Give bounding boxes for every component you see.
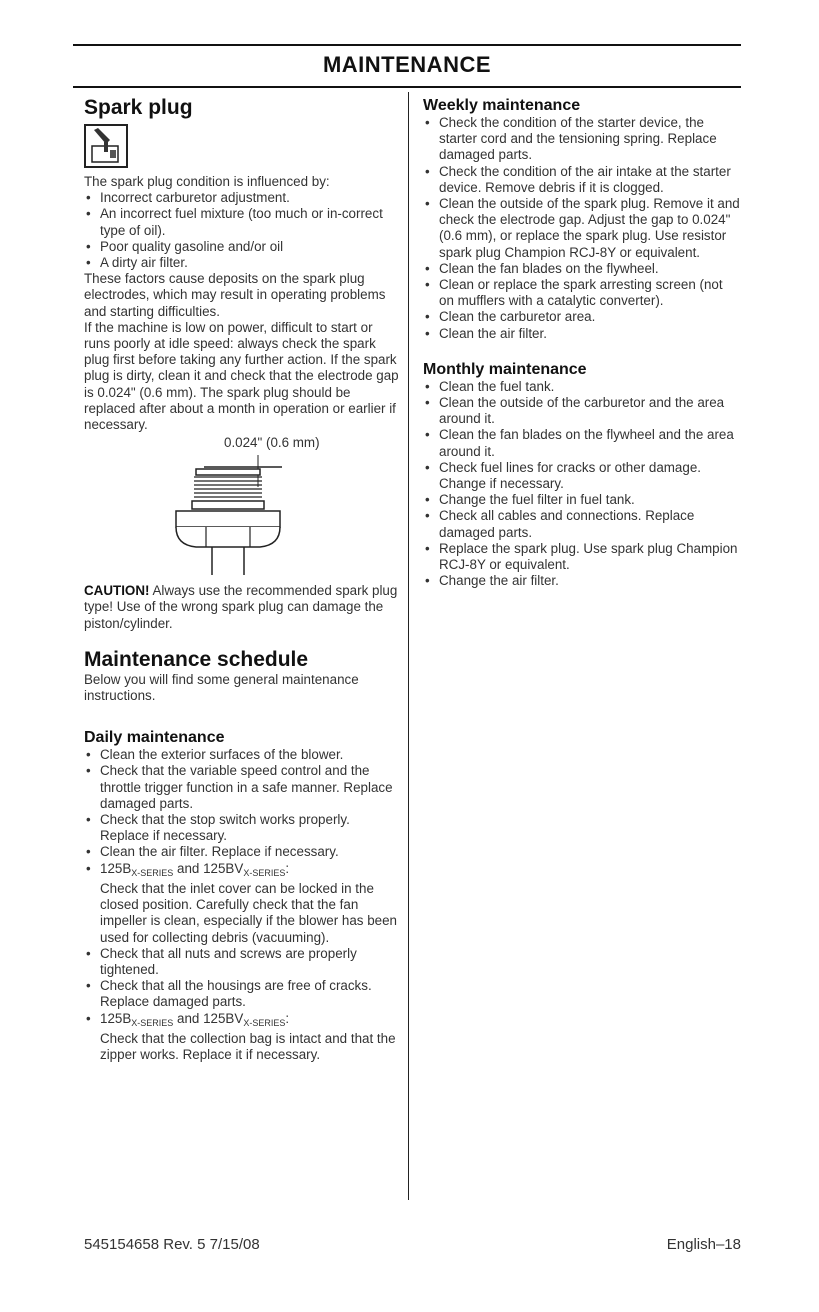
weekly-maintenance-list (423, 115, 741, 342)
column-divider (408, 92, 409, 1200)
list-item: • Clean the outside of the carburetor and the area around it. (423, 395, 741, 427)
series-subscript: X-SERIES (243, 867, 286, 878)
series-and: and (173, 1010, 204, 1026)
list-item: • Poor quality gasoline and/or oil (84, 239, 402, 255)
series-subscript: X-SERIES (131, 867, 174, 878)
caution-word: CAUTION! (84, 583, 150, 599)
page-number: English–18 (666, 1236, 741, 1253)
maintenance-schedule-heading: Maintenance schedule (84, 647, 309, 671)
top-rule (73, 44, 741, 46)
list-item: • Clean the fan blades on the flywheel. (423, 261, 741, 277)
series-colon: : (285, 1010, 290, 1026)
list-item: • A dirty air filter. (84, 255, 402, 271)
list-item (84, 861, 402, 946)
series-instruction: Check that the collection bag is intact and that the zipper works. Replace it if necessary. (100, 1030, 396, 1062)
document-id: 545154658 Rev. 5 7/15/08 (84, 1236, 260, 1253)
daily-maintenance-heading: Daily maintenance (84, 729, 225, 747)
list-item: • Change the air filter. (423, 573, 741, 589)
series-colon: : (285, 860, 290, 876)
weekly-maintenance-heading: Weekly maintenance (423, 97, 581, 114)
series-model: 125B (100, 860, 132, 876)
list-item: • Check that the variable speed control and the throttle trigger function in a safe manner. Replace damaged parts. (84, 763, 402, 812)
list-item: • Check the condition of the starter device, the starter cord and the tensioning spring. Replace damaged parts. (423, 115, 741, 164)
list-item: • Change the fuel filter in fuel tank. (423, 492, 741, 508)
list-item: • Clean the carburetor area. (423, 309, 741, 325)
monthly-maintenance-list (423, 379, 741, 590)
list-item: • Clean the outside of the spark plug. Remove it and check the electrode gap. Adjust the gap to 0.024" (0.6 mm), or replace the spark plug. Use resistor spark plug Champion RCJ-8Y or equivalent. (423, 196, 741, 261)
series-subscript: X-SERIES (131, 1017, 174, 1028)
spark-plug-intro: The spark plug condition is influenced by: (84, 174, 330, 189)
left-column (84, 96, 402, 1063)
title-rule (73, 86, 741, 88)
tool-icon (84, 124, 128, 168)
list-item: • Check fuel lines for cracks or other damage. Change if necessary. (423, 460, 741, 492)
spark-plug-para1: These factors cause deposits on the spark plug electrodes, which may result in operating problems and starting difficulties. (84, 271, 386, 319)
list-item: • Clean the fan blades on the flywheel and the area around it. (423, 427, 741, 459)
list-item: • Check that all the housings are free of cracks. Replace damaged parts. (84, 978, 402, 1010)
series-model: 125B (100, 1010, 132, 1026)
daily-maintenance-list (84, 747, 402, 1063)
list-item: • Incorrect carburetor adjustment. (84, 190, 402, 206)
spark-plug-para2: If the machine is low on power, difficult to start or runs poorly at idle speed: always check the spark plug first before taking any further action. If the spark plug is dirty, clean it and check that the electrode gap is 0.024" (0.6 mm). The spark plug should be replaced after about a month in operation or earlier if necessary. (84, 319, 399, 433)
caution-note (84, 583, 402, 632)
spark-plug-factors (84, 190, 402, 271)
spark-plug-icon (84, 453, 402, 583)
page-title: MAINTENANCE (322, 52, 492, 77)
gap-label: 0.024" (0.6 mm) (224, 435, 320, 451)
list-item: • Clean the air filter. (423, 326, 741, 342)
monthly-maintenance-heading: Monthly maintenance (423, 360, 587, 378)
caution-text: Always use the recommended spark plug type! Use of the wrong spark plug can damage the piston/cylinder. (84, 583, 398, 631)
series-instruction: Check that the inlet cover can be locked in the closed position. Carefully check that the fan impeller is clean, especially if the blower has been used for collecting debris (vacuuming). (100, 880, 397, 945)
list-item: • Clean or replace the spark arresting screen (not on mufflers with a catalytic converter). (423, 277, 741, 309)
list-item: • Check that all nuts and screws are properly tightened. (84, 946, 402, 978)
list-item: • Clean the fuel tank. (423, 379, 741, 395)
series-subscript: X-SERIES (243, 1017, 286, 1028)
series-model: 125BV (203, 860, 244, 876)
spark-plug-diagram (84, 433, 402, 583)
list-item: • Replace the spark plug. Use spark plug Champion RCJ-8Y or equivalent. (423, 541, 741, 573)
series-and: and (173, 860, 204, 876)
series-model: 125BV (203, 1010, 244, 1026)
list-item (84, 1011, 402, 1064)
list-item: • Clean the exterior surfaces of the blower. (84, 747, 402, 763)
right-column (423, 96, 741, 589)
list-item: • Clean the air filter. Replace if necessary. (84, 844, 402, 860)
list-item: • An incorrect fuel mixture (too much or in-correct type of oil). (84, 206, 402, 238)
list-item: • Check all cables and connections. Replace damaged parts. (423, 508, 741, 540)
list-item: • Check that the stop switch works properly. Replace if necessary. (84, 812, 402, 844)
list-item: • Check the condition of the air intake at the starter device. Remove debris if it is clogged. (423, 164, 741, 196)
spark-plug-heading: Spark plug (84, 96, 193, 119)
maintenance-schedule-intro: Below you will find some general maintenance instructions. (84, 671, 359, 704)
